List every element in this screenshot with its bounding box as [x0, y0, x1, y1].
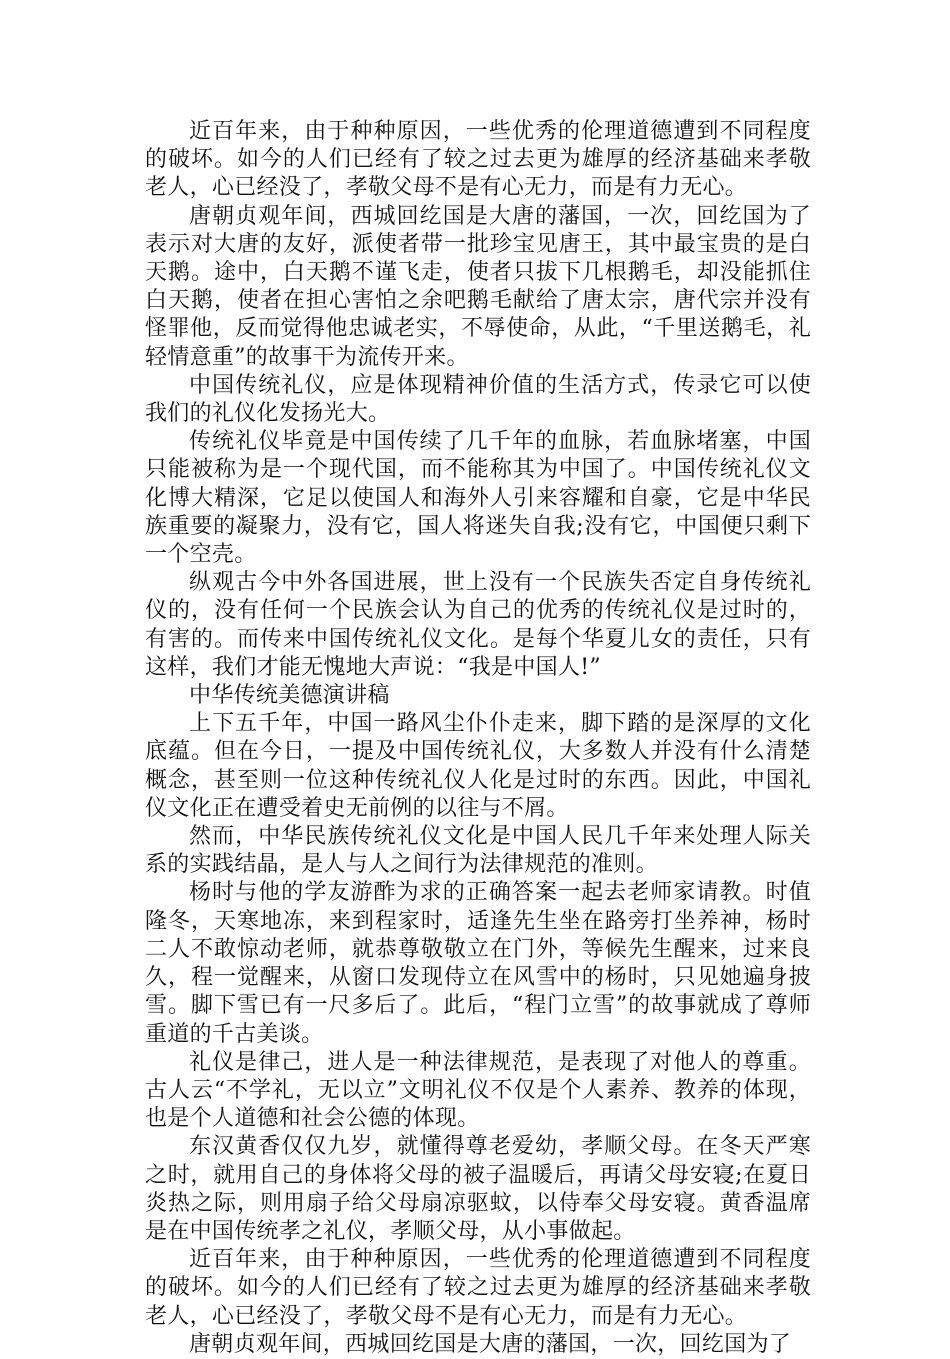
document-page — [145, 118, 811, 1359]
paragraph-world-overview: 纵观古今中外各国进展，世上没有一个民族失否定自身传统礼仪的，没有任何一个民族会认为自己的优秀的传统礼仪是过时的，有害的。而传来中国传统礼仪文化。是每个华夏儿女的责任，只有这样，我们才能无愧地大声说：“我是中国人!” — [145, 570, 811, 680]
paragraph-etiquette-crystallization: 然而，中华民族传统礼仪文化是中国人民几千年来处理人际关系的实践结晶，是人与人之间行为法律规范的准则。 — [145, 824, 811, 878]
paragraph-etiquette-self-discipline: 礼仪是律己，进人是一种法律规范，是表现了对他人的尊重。古人云“不学礼，无以立”文明礼仪不仅是个人素养、教养的体现，也是个人道德和社会公德的体现。 — [145, 1049, 811, 1132]
paragraph-swan-feather-story: 唐朝贞观年间，西城回纥国是大唐的藩国，一次，回纥国为了表示对大唐的友好，派使者带一批珍宝见唐王，其中最宝贵的是白天鹅。途中，白天鹅不谨飞走，使者只拔下几根鹅毛，却没能抓住白天鹅，使者在担心害怕之余吧鹅毛献给了唐太宗，唐代宗并没有怪罪他，反而觉得他忠诚老实，不辱使命，从此，“千里送鹅毛，礼轻情意重”的故事干为流传开来。 — [145, 203, 811, 370]
paragraph-bloodline: 传统礼仪毕竟是中国传续了几千年的血脉，若血脉堵塞，中国只能被称为是一个现代国，而不能称其为中国了。中国传统礼仪文化博大精深，它足以使国人和海外人引来容耀和自豪，它是中华民族重要的凝聚力，没有它，国人将迷失自我;没有它，中国便只剩下一个空壳。 — [145, 429, 811, 568]
paragraph-huang-xiang: 东汉黄香仅仅九岁，就懂得尊老爱幼，孝顺父母。在冬天严寒之时，就用自己的身体将父母的被子温暖后，再请父母安寝;在夏日炎热之际，则用扇子给父母扇凉驱蚊，以侍奉父母安寝。黄香温席是在中国传统孝之礼仪，孝顺父母，从小事做起。 — [145, 1134, 811, 1244]
paragraph-filial-piety-intro: 近百年来，由于种种原因，一些优秀的伦理道德遭到不同程度的破坏。如今的人们已经有了较之过去更为雄厚的经济基础来孝敬老人，心已经没了，孝敬父母不是有心无力，而是有力无心。 — [145, 119, 811, 201]
paragraph-traditional-etiquette: 中国传统礼仪，应是体现精神价值的生活方式，传录它可以使我们的礼仪化发扬光大。 — [145, 372, 811, 427]
paragraph-five-thousand-years: 上下五千年，中国一路风尘仆仆走来，脚下踏的是深厚的文化底蕴。但在今日，一提及中国传统礼仪，大多数人并没有什么清楚概念，甚至则一位这种传统礼仪人化是过时的东西。因此，中国礼仪文化正在遭受着史无前例的以往与不屑。 — [145, 711, 811, 821]
section-heading: 中华传统美德演讲稿 — [189, 683, 390, 709]
paragraph-swan-feather-repeat: 唐朝贞观年间，西城回纥国是大唐的藩国，一次，回纥国为了 — [189, 1331, 792, 1357]
paragraph-filial-piety-repeat: 近百年来，由于种种原因，一些优秀的伦理道德遭到不同程度的破坏。如今的人们已经有了较之过去更为雄厚的经济基础来孝敬老人，心已经没了，孝敬父母不是有心无力，而是有力无心。 — [145, 1247, 811, 1329]
paragraph-cheng-men-li-xue: 杨时与他的学友游酢为求的正确答案一起去老师家请教。时值隆冬，天寒地冻，来到程家时，适逢先生坐在路旁打坐养神，杨时二人不敢惊动老师，就恭尊敬敬立在门外，等候先生醒来，过来良久，程一觉醒来，从窗口发现侍立在风雪中的杨时，只见她遍身披雪。脚下雪已有一尺多后了。此后，“程门立雪”的故事就成了尊师重道的千古美谈。 — [145, 880, 811, 1047]
